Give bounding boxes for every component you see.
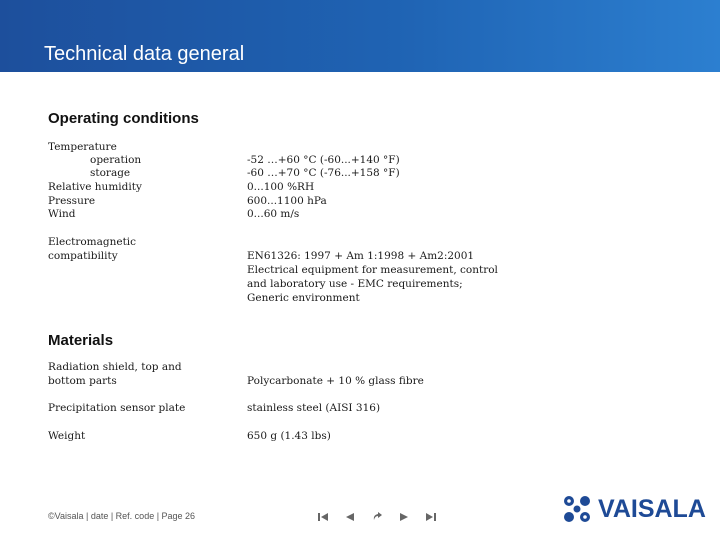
emc-label-line1: Electromagnetic: [48, 236, 137, 248]
storage-label: storage: [90, 167, 131, 179]
shield-label-line1: Radiation shield, top and: [48, 361, 182, 373]
pressure-label: Pressure: [48, 195, 96, 207]
weight-label: Weight: [48, 430, 86, 442]
operation-label: operation: [90, 154, 142, 166]
pressure-value: 600...1100 hPa: [247, 195, 327, 207]
materials-heading: Materials: [48, 332, 114, 349]
operating-conditions-heading: Operating conditions: [48, 110, 199, 127]
previous-slide-icon[interactable]: [343, 510, 357, 524]
plate-value: stainless steel (AISI 316): [247, 402, 381, 414]
shield-value: Polycarbonate + 10 % glass fibre: [247, 375, 424, 387]
last-slide-icon[interactable]: [424, 510, 438, 524]
shield-label-line2: bottom parts: [48, 375, 117, 387]
humidity-label: Relative humidity: [48, 181, 142, 193]
weight-value: 650 g (1.43 lbs): [247, 430, 331, 442]
emc-value-line1: EN61326: 1997 + Am 1:1998 + Am2:2001: [247, 250, 475, 262]
vaisala-logo: [562, 494, 706, 524]
logo-wordmark: VAISALA: [598, 494, 706, 523]
emc-value-line4: Generic environment: [247, 292, 360, 304]
operation-value: -52 …+60 °C (-60...+140 °F): [247, 154, 400, 166]
footer-text: ©Vaisala | date | Ref. code | Page 26: [48, 511, 196, 521]
temperature-label: Temperature: [48, 141, 117, 153]
emc-label-line2: compatibility: [48, 250, 118, 262]
vaisala-logo-mark-icon: [562, 494, 592, 524]
page-title: Technical data general: [44, 43, 245, 65]
emc-value-line2: Electrical equipment for measurement, control: [247, 264, 498, 276]
next-slide-icon[interactable]: [397, 510, 411, 524]
title-bar: [0, 0, 720, 72]
humidity-value: 0...100 %RH: [247, 181, 315, 193]
first-slide-icon[interactable]: [316, 510, 330, 524]
slide-navigation: [316, 509, 438, 525]
wind-label: Wind: [48, 208, 76, 220]
wind-value: 0...60 m/s: [247, 208, 300, 220]
return-icon[interactable]: [370, 510, 384, 524]
plate-label: Precipitation sensor plate: [48, 402, 186, 414]
storage-value: -60 …+70 °C (-76...+158 °F): [247, 167, 400, 179]
emc-value-line3: and laboratory use - EMC requirements;: [247, 278, 463, 290]
